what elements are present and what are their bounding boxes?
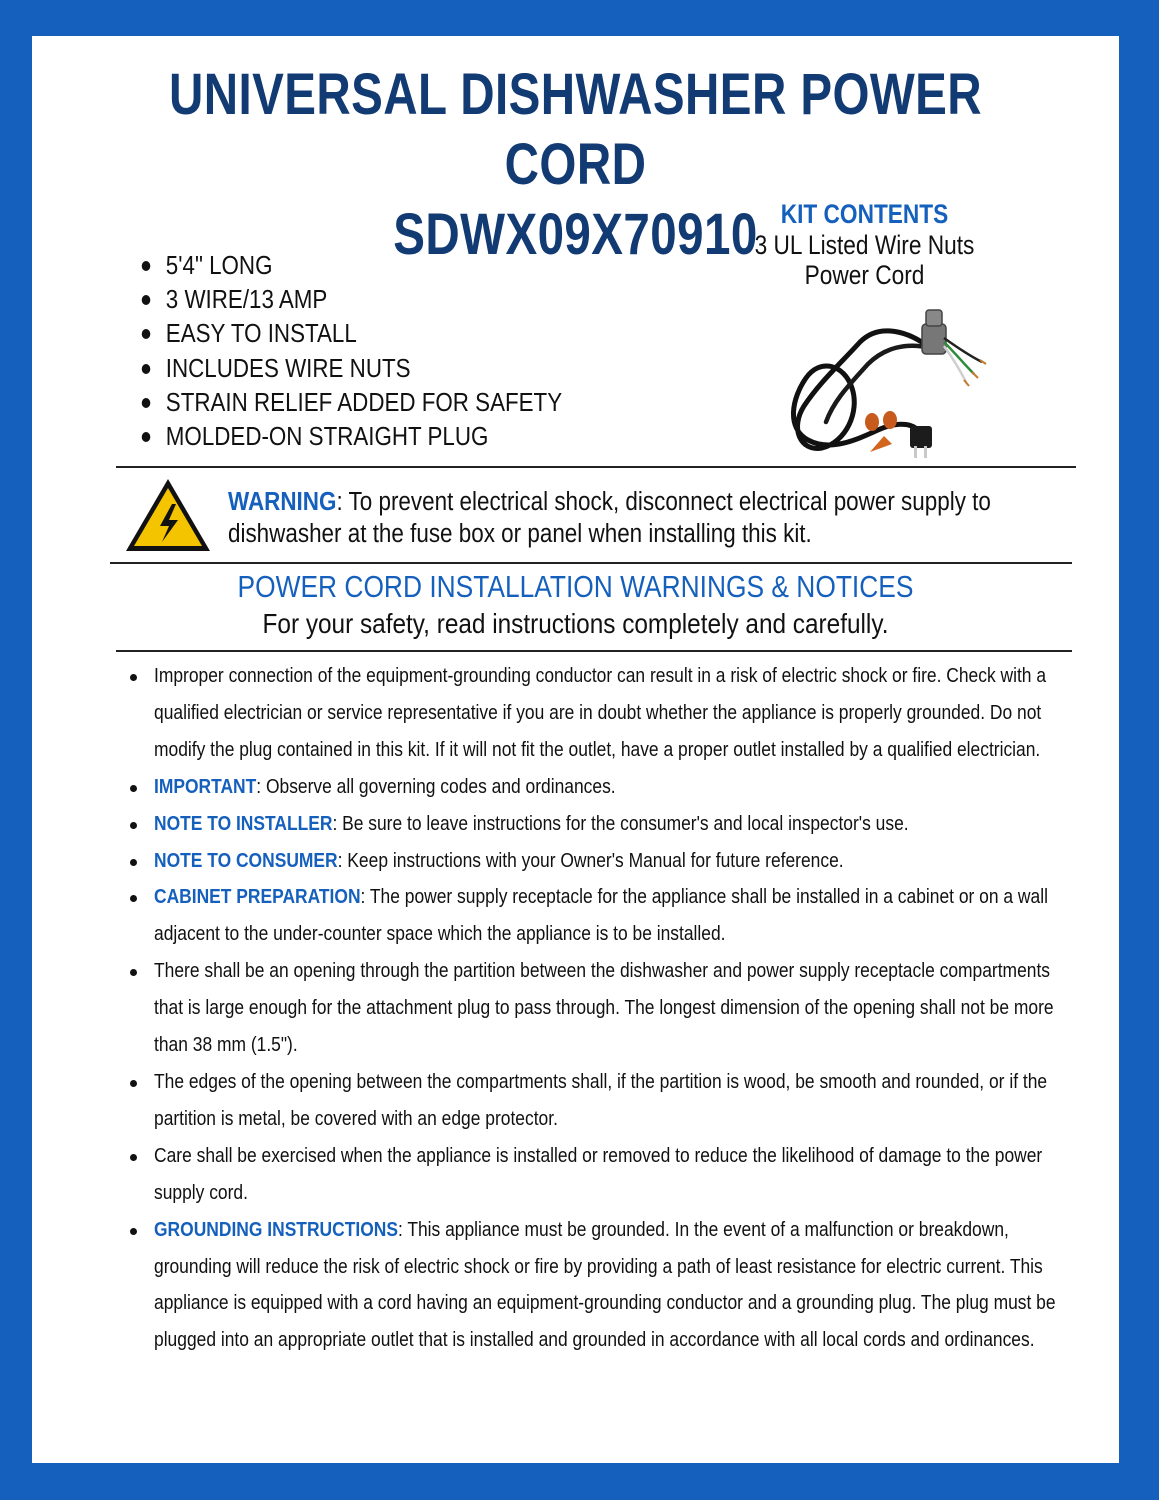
notice-item (120, 1212, 1130, 1360)
kit-item: 3 UL Listed Wire Nuts (754, 230, 975, 260)
notice-item (120, 1064, 1130, 1138)
notice-item (120, 879, 1130, 953)
feature-item: 3 WIRE/13 AMP (140, 282, 562, 316)
notice-label: IMPORTANT (154, 774, 257, 798)
notice-text: : This appliance must be grounded. In the event of a malfunction or breakdown, grounding will reduce the risk of electric shock or fire by providing a path of least resistance for electric current. This appliance is equipped with a cord having an equipment-grounding conductor and a grounding plug. The plug must be plugged into an appropriate outlet that is installed and grounded in accordance with all local cords and ordinances. (154, 1217, 1056, 1352)
notice-text: Care shall be exercised when the appliance is installed or removed to reduce the likelihood of damage to the power supply cord. (154, 1143, 1043, 1204)
feature-item: INCLUDES WIRE NUTS (140, 351, 562, 385)
feature-item: EASY TO INSTALL (140, 316, 562, 350)
notice-label: NOTE TO INSTALLER (154, 811, 333, 835)
notice-item (120, 806, 1130, 843)
notice-text: : Keep instructions with your Owner's Manual for future reference. (337, 848, 844, 872)
warning-text: : To prevent electrical shock, disconnect electrical power supply to dishwasher at the fuse box or panel when installing this kit. (228, 488, 991, 548)
divider (110, 562, 1072, 564)
notice-item (120, 843, 1130, 880)
notice-item (120, 769, 1130, 806)
feature-item: 5'4" LONG (140, 248, 562, 282)
product-sheet (32, 36, 1119, 1463)
notice-list (120, 658, 1130, 1359)
divider (116, 466, 1076, 468)
title-line-1: UNIVERSAL DISHWASHER POWER CORD (168, 62, 983, 197)
notice-item (120, 658, 1130, 769)
notice-text: There shall be an opening through the partition between the dishwasher and power supply receptacle compartments that is large enough for the attachment plug to pass through. The longest dimension of the opening shall not be more than 38 mm (1.5"). (154, 959, 1054, 1057)
kit-contents-heading: KIT CONTENTS (780, 199, 949, 229)
high-voltage-warning-icon (124, 476, 212, 554)
divider (116, 650, 1072, 652)
notice-label: NOTE TO CONSUMER (154, 848, 338, 872)
notice-text: : The power supply receptacle for the appliance shall be installed in a cabinet or on a wall adjacent to the under-counter space which the appliance is to be installed. (154, 885, 1048, 946)
warning-message (228, 486, 1020, 550)
kit-item: Power Cord (804, 260, 925, 290)
section-subtitle: For your safety, read instructions completely and carefully. (262, 608, 889, 639)
kit-contents (722, 198, 1007, 290)
notice-item (120, 953, 1130, 1064)
notice-label: GROUNDING INSTRUCTIONS (154, 1217, 398, 1241)
notice-text: The edges of the opening between the compartments shall, if the partition is wood, be smooth and rounded, or if the partition is metal, be covered with an edge protector. (154, 1069, 1048, 1130)
warning-label: WARNING (228, 488, 337, 516)
notice-label: CABINET PREPARATION (154, 885, 361, 909)
feature-item: MOLDED-ON STRAIGHT PLUG (140, 419, 562, 453)
notice-text: : Be sure to leave instructions for the consumer's and local inspector's use. (332, 811, 909, 835)
power-cord-image (760, 302, 990, 462)
notice-item (120, 1138, 1130, 1212)
feature-item: STRAIN RELIEF ADDED FOR SAFETY (140, 385, 562, 419)
notice-text: Improper connection of the equipment-grounding conductor can result in a risk of electric shock or fire. Check with a qualified electrician or service representative if you are in doubt whether the appliance is properly grounded. Do not modify the plug contained in this kit. If it will not fit the outlet, have a proper outlet installed by a qualified electrician. (154, 664, 1047, 761)
title-line-2: SDWX09X70910 (393, 202, 758, 267)
feature-list (140, 248, 631, 453)
notice-text: : Observe all governing codes and ordinances. (256, 774, 616, 798)
section-title: POWER CORD INSTALLATION WARNINGS & NOTICES (237, 569, 914, 604)
